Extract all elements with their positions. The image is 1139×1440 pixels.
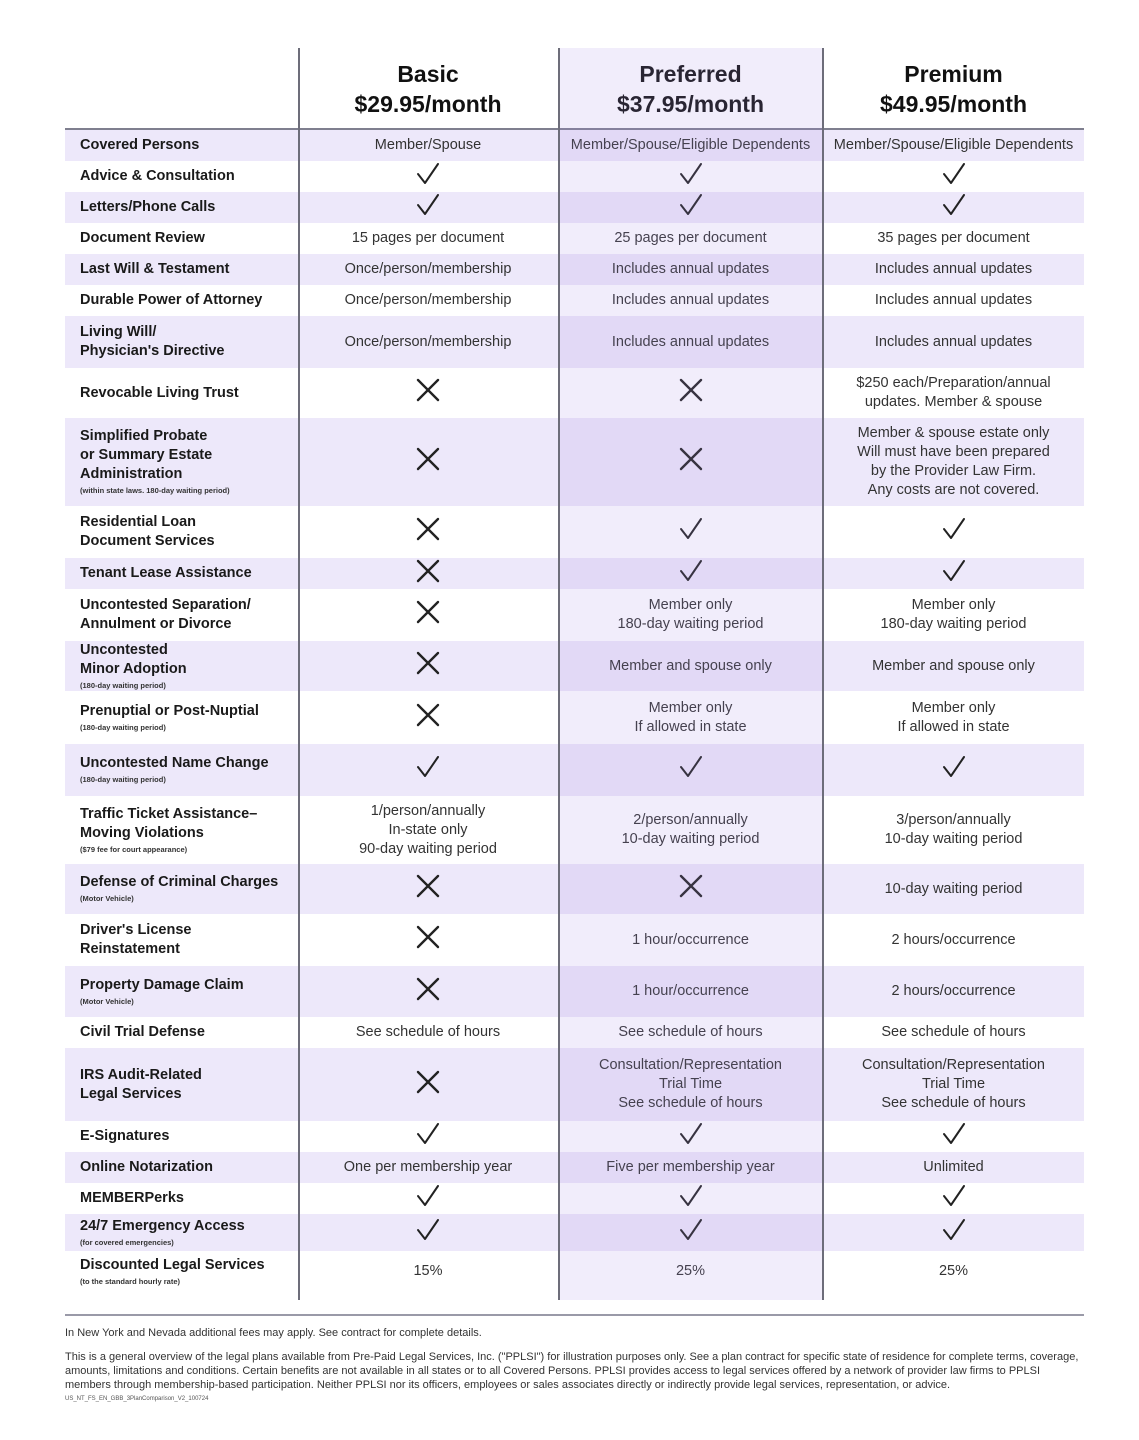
value-cell xyxy=(298,1048,558,1121)
plan-header xyxy=(65,48,1084,130)
cross-icon xyxy=(415,873,441,905)
cross-icon xyxy=(415,446,441,478)
cell-text: 15% xyxy=(413,1263,443,1279)
cell-text: Includes annual updates xyxy=(874,333,1033,350)
cell-text: Once/person/membership xyxy=(344,292,512,308)
value-cell xyxy=(558,1251,823,1292)
cell-text: Member & spouse estate only Will must have been prepared by the Provider Law Firm. Any costs are not covered. xyxy=(857,425,1050,498)
value-cell xyxy=(823,192,1084,223)
value-cell xyxy=(823,254,1084,285)
cross-icon xyxy=(415,377,441,409)
row-label-cell xyxy=(65,418,298,506)
cross-icon xyxy=(415,702,441,734)
row-note: (for covered emergencies) xyxy=(80,1237,174,1247)
value-cell xyxy=(298,914,558,966)
cell-text: See schedule of hours xyxy=(881,1024,1026,1040)
value-cell xyxy=(298,506,558,558)
value-cell xyxy=(823,558,1084,589)
table-row xyxy=(65,223,1084,254)
row-note: (Motor Vehicle) xyxy=(80,894,134,903)
cell-text: Includes annual updates xyxy=(874,292,1033,308)
cell-text: 15 pages per document xyxy=(351,230,505,246)
value-cell xyxy=(823,1183,1084,1214)
table-row xyxy=(65,558,1084,589)
table-row xyxy=(65,864,1084,914)
row-label-cell xyxy=(65,161,298,192)
value-cell xyxy=(558,316,823,368)
row-label: Online Notarization xyxy=(80,1159,213,1175)
row-label-cell xyxy=(65,589,298,641)
row-label: Uncontested Name Change xyxy=(80,755,269,771)
row-label: Prenuptial or Post-Nuptial xyxy=(80,702,259,719)
row-label-cell xyxy=(65,1017,298,1048)
value-cell xyxy=(823,161,1084,192)
value-cell xyxy=(558,589,823,641)
value-cell xyxy=(558,506,823,558)
cell-text: Member and spouse only xyxy=(609,657,772,674)
value-cell xyxy=(558,914,823,966)
row-label: E-Signatures xyxy=(80,1128,170,1144)
value-cell xyxy=(558,691,823,744)
value-cell xyxy=(298,316,558,368)
row-label: Tenant Lease Assistance xyxy=(80,565,252,581)
cross-icon xyxy=(415,1069,441,1101)
value-cell xyxy=(298,1017,558,1048)
value-cell xyxy=(823,864,1084,914)
value-cell xyxy=(298,285,558,316)
cell-text: $250 each/Preparation/annual updates. Member & spouse xyxy=(856,375,1051,410)
value-cell xyxy=(298,254,558,285)
row-label-cell xyxy=(65,914,298,966)
row-label-cell xyxy=(65,316,298,368)
cell-text: 25 pages per document xyxy=(614,230,767,246)
cell-text: See schedule of hours xyxy=(618,1024,763,1040)
value-cell xyxy=(298,966,558,1017)
cell-text: Member/Spouse/Eligible Dependents xyxy=(833,137,1074,153)
value-cell xyxy=(558,1017,823,1048)
value-cell xyxy=(823,418,1084,506)
table-row xyxy=(65,1121,1084,1152)
table-row xyxy=(65,161,1084,192)
value-cell xyxy=(823,1048,1084,1121)
cross-icon xyxy=(415,976,441,1008)
row-label: Letters/Phone Calls xyxy=(80,199,216,215)
value-cell xyxy=(823,1152,1084,1183)
row-label-cell xyxy=(65,691,298,744)
value-cell xyxy=(558,796,823,864)
row-label: Uncontested Minor Adoption xyxy=(80,641,187,677)
cell-text: Member/Spouse xyxy=(374,137,482,153)
row-label: Uncontested Separation/ Annulment or Divorce xyxy=(80,597,251,632)
row-label-cell xyxy=(65,1048,298,1121)
check-icon xyxy=(678,1217,704,1249)
check-icon xyxy=(415,1183,441,1215)
row-label-cell xyxy=(65,796,298,864)
cross-icon xyxy=(678,377,704,409)
cross-icon xyxy=(415,558,441,590)
cell-text: 1 hour/occurrence xyxy=(632,983,749,999)
check-icon xyxy=(941,1217,967,1249)
row-label: Living Will/ Physician's Directive xyxy=(80,324,225,359)
value-cell xyxy=(558,1214,823,1251)
check-icon xyxy=(941,192,967,224)
cell-text: Consultation/Representation Trial Time See schedule of hours xyxy=(599,1057,782,1111)
value-cell xyxy=(298,589,558,641)
column-divider xyxy=(822,48,824,1300)
value-cell xyxy=(298,691,558,744)
value-cell xyxy=(298,1183,558,1214)
row-label: Defense of Criminal Charges xyxy=(80,874,279,890)
table-row xyxy=(65,506,1084,558)
table-row xyxy=(65,368,1084,418)
check-icon xyxy=(415,1121,441,1153)
table-row xyxy=(65,1048,1084,1121)
value-cell xyxy=(823,1121,1084,1152)
value-cell xyxy=(823,966,1084,1017)
cell-text: 3/person/annually 10-day waiting period xyxy=(884,812,1023,847)
value-cell xyxy=(558,418,823,506)
row-label: Durable Power of Attorney xyxy=(80,292,263,308)
table-row xyxy=(65,316,1084,368)
value-cell xyxy=(823,691,1084,744)
row-label: Advice & Consultation xyxy=(80,168,235,184)
cross-icon xyxy=(415,650,441,682)
check-icon xyxy=(941,1121,967,1153)
value-cell xyxy=(298,368,558,418)
row-label-cell xyxy=(65,285,298,316)
row-label: Driver's License Reinstatement xyxy=(80,922,192,957)
value-cell xyxy=(823,316,1084,368)
table-row xyxy=(65,130,1084,161)
cell-text: See schedule of hours xyxy=(355,1024,501,1040)
check-icon xyxy=(678,558,704,590)
row-label: Residential Loan Document Services xyxy=(80,514,215,549)
cell-text: Includes annual updates xyxy=(611,292,770,308)
cell-text: Includes annual updates xyxy=(611,261,770,277)
table-row xyxy=(65,418,1084,506)
row-label: Civil Trial Defense xyxy=(80,1024,205,1040)
check-icon xyxy=(678,516,704,548)
row-label: 24/7 Emergency Access xyxy=(80,1217,245,1234)
value-cell xyxy=(558,1048,823,1121)
plan-name: Premium xyxy=(904,61,1003,87)
value-cell xyxy=(298,1251,558,1292)
value-cell xyxy=(823,589,1084,641)
row-note: ($79 fee for court appearance) xyxy=(80,844,188,854)
check-icon xyxy=(415,192,441,224)
value-cell xyxy=(298,864,558,914)
value-cell xyxy=(558,641,823,691)
row-label-cell xyxy=(65,1183,298,1214)
row-label-cell xyxy=(65,744,298,796)
row-label-cell xyxy=(65,506,298,558)
value-cell xyxy=(823,1251,1084,1292)
footer-divider xyxy=(65,1314,1084,1316)
value-cell xyxy=(823,223,1084,254)
value-cell xyxy=(558,223,823,254)
check-icon xyxy=(941,1183,967,1215)
cell-text: Member only If allowed in state xyxy=(634,699,747,735)
value-cell xyxy=(558,254,823,285)
value-cell xyxy=(298,641,558,691)
value-cell xyxy=(558,368,823,418)
value-cell xyxy=(298,1214,558,1251)
row-label-cell xyxy=(65,192,298,223)
row-note: (180-day waiting period) xyxy=(80,775,166,784)
row-note: (180-day waiting period) xyxy=(80,680,166,690)
table-row xyxy=(65,192,1084,223)
row-label-cell xyxy=(65,368,298,418)
value-cell xyxy=(298,1152,558,1183)
row-label: Document Review xyxy=(80,230,205,246)
table-row xyxy=(65,1183,1084,1214)
cell-text: One per membership year xyxy=(343,1159,513,1175)
cell-text: 25% xyxy=(938,1263,969,1279)
check-icon xyxy=(941,161,967,193)
value-cell xyxy=(558,161,823,192)
row-label-cell xyxy=(65,254,298,285)
cell-text: 1/person/annually In-state only 90-day waiting period xyxy=(359,802,497,857)
cell-text: Member only If allowed in state xyxy=(897,699,1010,735)
plan-header-preferred xyxy=(558,48,823,130)
value-cell xyxy=(298,796,558,864)
value-cell xyxy=(823,796,1084,864)
check-icon xyxy=(678,754,704,786)
value-cell xyxy=(823,744,1084,796)
value-cell xyxy=(558,1152,823,1183)
cross-icon xyxy=(678,873,704,905)
plan-price: $37.95/month xyxy=(617,91,764,117)
value-cell xyxy=(823,368,1084,418)
cell-text: 2 hours/occurrence xyxy=(891,931,1016,948)
footer-disclaimer: This is a general overview of the legal plans available from Pre-Paid Legal Services, Inc. ("PPLSI") for illustration purposes only. See a plan contract for specific state of residence for complete terms, coverage, amounts, limitations and conditions. Certain benefits are not available in all states or to all Covered Persons. PPLSI provides access to legal services offered by a network of provider law firms to PPLSI members through membership-based participation. Neither PPLSI nor its officers, employees or sales associates directly or indirectly provide legal services, representation, or advice. xyxy=(65,1351,1079,1391)
value-cell xyxy=(298,130,558,161)
row-label-cell xyxy=(65,1152,298,1183)
value-cell xyxy=(298,558,558,589)
value-cell xyxy=(558,966,823,1017)
value-cell xyxy=(558,744,823,796)
value-cell xyxy=(298,744,558,796)
row-label: Discounted Legal Services xyxy=(80,1256,265,1273)
row-label: Last Will & Testament xyxy=(80,261,230,277)
table-row xyxy=(65,1152,1084,1183)
table-row xyxy=(65,691,1084,744)
row-label: Property Damage Claim xyxy=(80,976,244,993)
table-row xyxy=(65,285,1084,316)
value-cell xyxy=(298,161,558,192)
plan-header-basic xyxy=(298,48,558,130)
value-cell xyxy=(558,130,823,161)
cell-text: Member and spouse only xyxy=(872,657,1035,674)
value-cell xyxy=(558,192,823,223)
check-icon xyxy=(678,1183,704,1215)
cell-text: Includes annual updates xyxy=(874,261,1033,277)
check-icon xyxy=(678,1121,704,1153)
row-label: Simplified Probate or Summary Estate Administration xyxy=(80,428,213,482)
cell-text: 25% xyxy=(675,1263,706,1279)
value-cell xyxy=(298,1121,558,1152)
check-icon xyxy=(941,516,967,548)
cross-icon xyxy=(415,599,441,631)
cell-text: Member only 180-day waiting period xyxy=(617,597,764,632)
cell-text: Once/person/membership xyxy=(344,261,512,277)
row-note: (within state laws. 180-day waiting period) xyxy=(80,486,230,495)
value-cell xyxy=(823,506,1084,558)
cell-text: 2 hours/occurrence xyxy=(891,983,1016,999)
row-note: (to the standard hourly rate) xyxy=(80,1276,181,1286)
check-icon xyxy=(415,1217,441,1249)
row-label: Revocable Living Trust xyxy=(80,384,239,401)
row-note: (180-day waiting period) xyxy=(80,722,166,732)
row-label-cell xyxy=(65,1214,298,1251)
row-label-cell xyxy=(65,1121,298,1152)
check-icon xyxy=(678,192,704,224)
table-row xyxy=(65,744,1084,796)
table-row xyxy=(65,254,1084,285)
cross-icon xyxy=(678,446,704,478)
cell-text: 10-day waiting period xyxy=(884,880,1023,897)
table-row xyxy=(65,589,1084,641)
value-cell xyxy=(558,285,823,316)
row-label-cell xyxy=(65,864,298,914)
plan-price: $49.95/month xyxy=(880,91,1027,117)
row-label-cell xyxy=(65,966,298,1017)
footer xyxy=(65,1324,1084,1404)
cell-text: Unlimited xyxy=(923,1159,984,1175)
row-label: Covered Persons xyxy=(80,137,200,153)
value-cell xyxy=(298,192,558,223)
footer-code: US_NT_FS_EN_GBB_3PlanComparison_V2_100724 xyxy=(65,1396,209,1402)
row-label-cell xyxy=(65,641,298,691)
value-cell xyxy=(823,1214,1084,1251)
cell-text: Member/Spouse/Eligible Dependents xyxy=(570,137,811,153)
cell-text: 35 pages per document xyxy=(877,230,1030,246)
table-row xyxy=(65,1214,1084,1251)
table-row xyxy=(65,966,1084,1017)
table-row xyxy=(65,914,1084,966)
table-row xyxy=(65,641,1084,691)
column-divider xyxy=(298,48,300,1300)
value-cell xyxy=(823,641,1084,691)
value-cell xyxy=(823,1017,1084,1048)
row-label-cell xyxy=(65,1251,298,1292)
value-cell xyxy=(558,1121,823,1152)
value-cell xyxy=(558,864,823,914)
check-icon xyxy=(678,161,704,193)
value-cell xyxy=(823,914,1084,966)
row-label: Traffic Ticket Assistance– Moving Violations xyxy=(80,805,258,841)
row-label: MEMBERPerks xyxy=(80,1190,184,1206)
cell-text: 1 hour/occurrence xyxy=(632,931,749,948)
table-row xyxy=(65,796,1084,864)
cell-text: Includes annual updates xyxy=(611,333,770,350)
value-cell xyxy=(823,285,1084,316)
plan-name: Preferred xyxy=(639,61,742,87)
cell-text: Five per membership year xyxy=(606,1159,775,1175)
cross-icon xyxy=(415,924,441,956)
cell-text: Consultation/Representation Trial Time See schedule of hours xyxy=(862,1057,1045,1111)
value-cell xyxy=(558,558,823,589)
check-icon xyxy=(415,161,441,193)
table-row xyxy=(65,1017,1084,1048)
plan-price: $29.95/month xyxy=(354,91,502,117)
cell-text: Once/person/membership xyxy=(344,333,512,350)
row-label: IRS Audit-Related Legal Services xyxy=(80,1066,202,1102)
footer-note: In New York and Nevada additional fees may apply. See contract for complete details. xyxy=(65,1327,482,1339)
row-label-cell xyxy=(65,130,298,161)
cell-text: 2/person/annually 10-day waiting period xyxy=(621,812,760,847)
row-note: (Motor Vehicle) xyxy=(80,996,134,1006)
value-cell xyxy=(298,223,558,254)
plan-header-premium xyxy=(823,48,1084,130)
cell-text: Member only 180-day waiting period xyxy=(880,597,1027,632)
row-label-cell xyxy=(65,558,298,589)
column-divider xyxy=(558,48,560,1300)
check-icon xyxy=(941,558,967,590)
check-icon xyxy=(941,754,967,786)
plan-name: Basic xyxy=(397,61,459,87)
check-icon xyxy=(415,754,441,786)
value-cell xyxy=(823,130,1084,161)
table-row xyxy=(65,1251,1084,1292)
cross-icon xyxy=(415,516,441,548)
value-cell xyxy=(298,418,558,506)
value-cell xyxy=(558,1183,823,1214)
row-label-cell xyxy=(65,223,298,254)
